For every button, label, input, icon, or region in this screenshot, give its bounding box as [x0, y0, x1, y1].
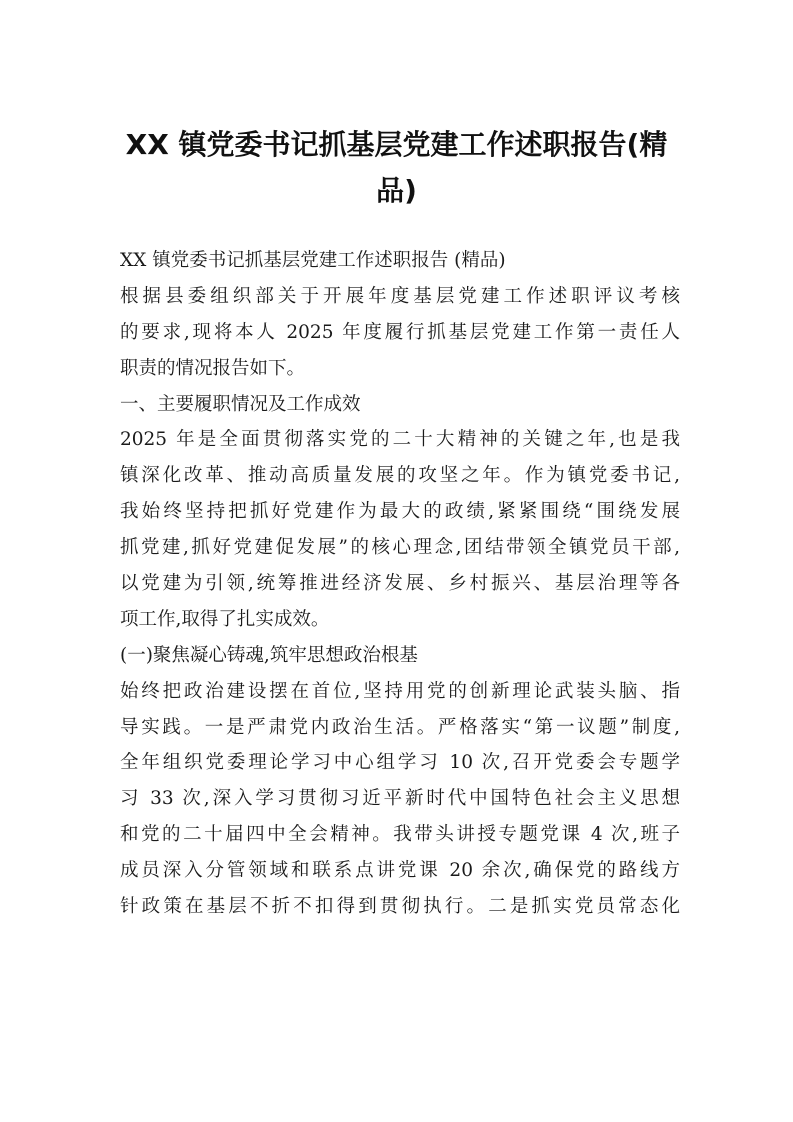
body-line: 2025 年是全面贯彻落实党的二十大精神的关键之年,也是我	[120, 429, 680, 451]
body-line: XX 镇党委书记抓基层党建工作述职报告 (精品)	[120, 250, 506, 271]
body-line: (一)聚焦凝心铸魂,筑牢思想政治根基	[120, 644, 418, 666]
body-line: 全年组织党委理论学习中心组学习 10 次,召开党委会专题学	[120, 752, 680, 774]
body-line: 导实践。一是严肃党内政治生活。严格落实“第一议题”制度,	[120, 716, 680, 738]
body-line: 和党的二十届四中全会精神。我带头讲授专题党课 4 次,班子	[120, 824, 680, 846]
document-body	[120, 243, 680, 925]
body-line: 针政策在基层不折不扣得到贯彻执行。二是抓实党员常态化	[120, 896, 680, 918]
body-line: 根据县委组织部关于开展年度基层党建工作述职评议考核	[120, 285, 680, 307]
body-line: 项工作,取得了扎实成效。	[120, 608, 330, 630]
body-line: 我始终坚持把抓好党建作为最大的政绩,紧紧围绕“围绕发展	[120, 501, 680, 523]
body-line: 始终把政治建设摆在首位,坚持用党的创新理论武装头脑、指	[120, 680, 680, 702]
document-title	[100, 122, 693, 214]
body-line: 的要求,现将本人 2025 年度履行抓基层党建工作第一责任人	[120, 321, 680, 343]
title-line-1: XX 镇党委书记抓基层党建工作述职报告(精	[125, 128, 668, 161]
body-line: 以党建为引领,统筹推进经济发展、乡村振兴、基层治理等各	[120, 573, 680, 595]
body-line: 职责的情况报告如下。	[120, 357, 306, 379]
body-line: 镇深化改革、推动高质量发展的攻坚之年。作为镇党委书记,	[120, 465, 680, 487]
body-line: 成员深入分管领域和联系点讲党课 20 余次,确保党的路线方	[120, 860, 680, 882]
body-line: 抓党建,抓好党建促发展”的核心理念,团结带领全镇党员干部,	[120, 537, 680, 559]
title-line-2: 品)	[376, 174, 417, 207]
body-line: 一、主要履职情况及工作成效	[120, 393, 361, 415]
body-line: 习 33 次,深入学习贯彻习近平新时代中国特色社会主义思想	[120, 788, 680, 810]
